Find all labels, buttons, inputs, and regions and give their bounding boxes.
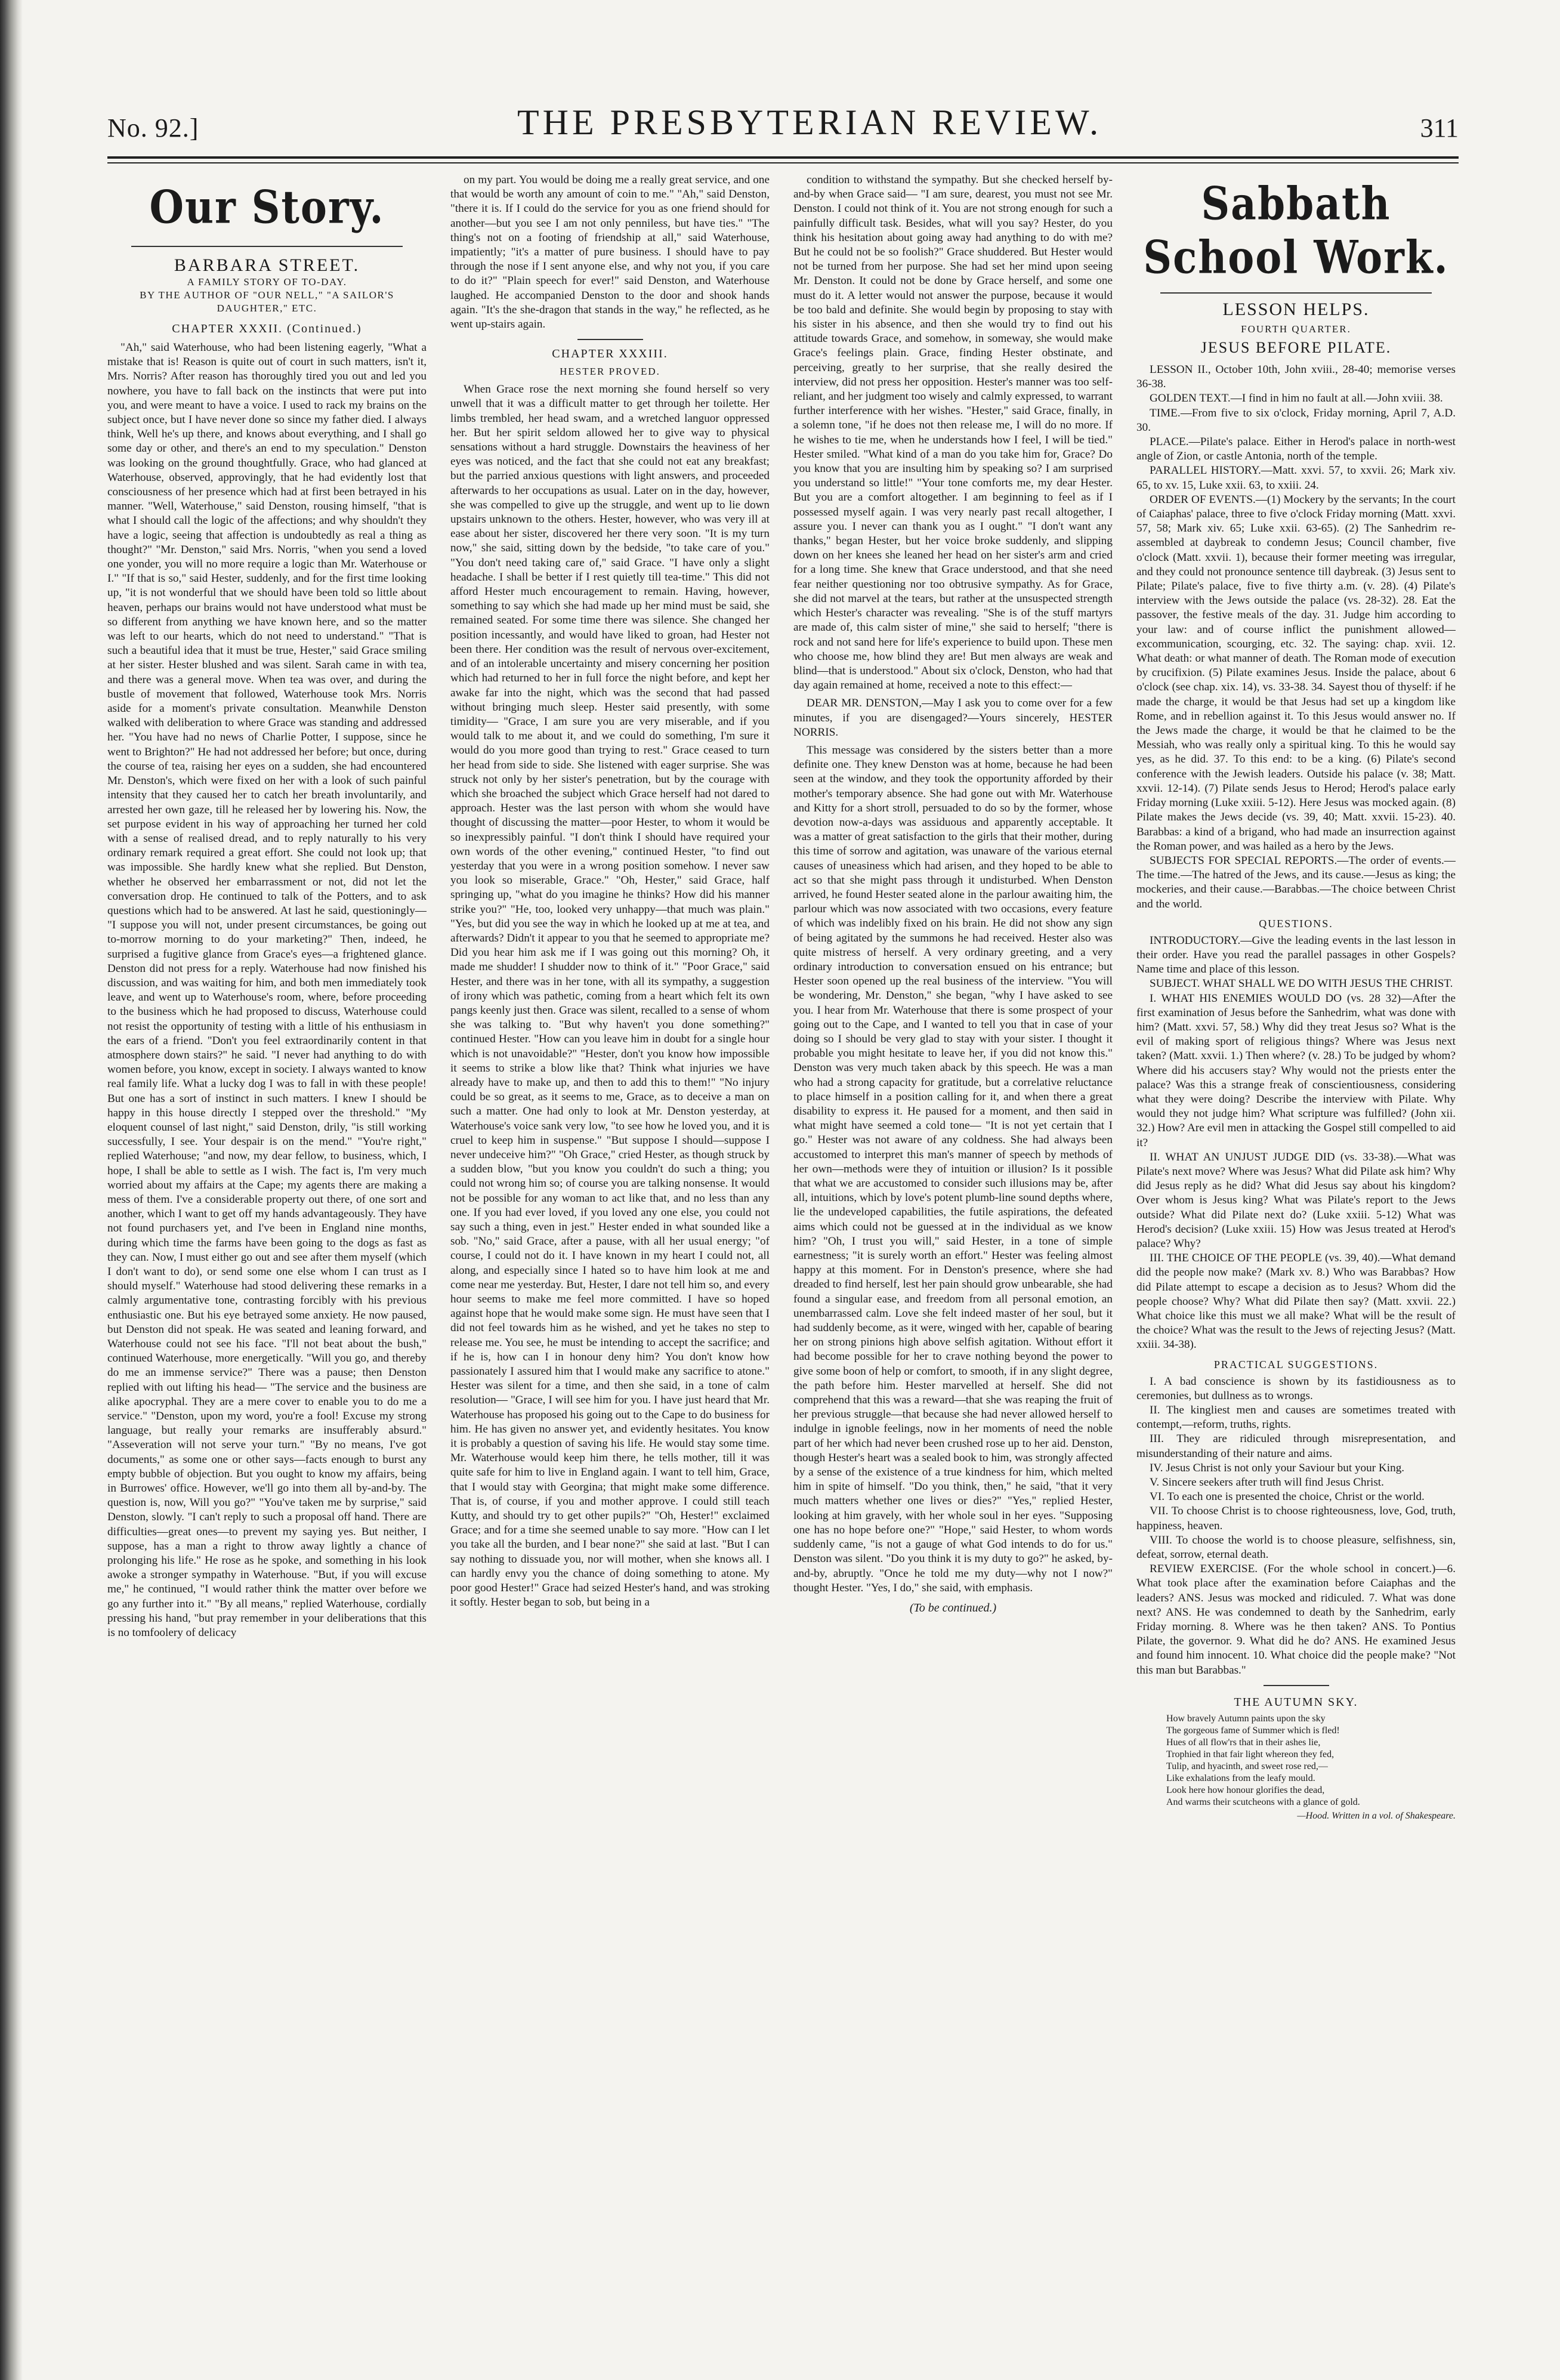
column-1 — [107, 173, 427, 2321]
practical-item: V. Sincere seekers after truth will find Jesus Christ. — [1150, 1476, 1384, 1489]
practical-item: IV. Jesus Christ is not only your Saviour but your King. — [1150, 1461, 1405, 1474]
story-body: condition to withstand the sympathy. But she checked herself by-and-by when Grace said— "I am sure, dearest, you must not see Mr. Denston. I could not think of it. You are not strong enough for such a painfully difficult task. Besides, what will you say? Hester, do you think his hesitation about going away had anything to do with me? But he could not be so foolish?" Grace shuddered. But Hester would not be turned from her purpose. She had set her mind upon seeing Mr. Denston. It could not be done by Grace herself, and some one must do it. A letter would not answer the purpose, because it would be too bald and definite. She would begin by proposing to stay with his sister in his absence, and then she would try to find out his attitude towards Grace, and somehow, in someway, she would make Grace's feelings plain. Grace, finding Hester obstinate, and perceiving, greatly to her surprise, that she really desired the interview, did not press her opposition. Hester's manner was too self-reliant, and her judgment too wisely and calmly expressed, to warrant further interference with her wishes. "Hester," said Grace, finally, in a solemn tone, "if he does not then release me, I will do no more. If he wishes to tie me, when he understands how I feel, I will be tied." Hester smiled. "What kind of a man do you take him for, Grace? Do you know that you are insulting him by speaking so? I am surprised you understand so little!" "Your tone comforts me, my dear Hester. But you are a comfort altogether. I am beginning to feel as if I possessed myself again. I was very nearly past recall altogether, I assure you. I never can thank you as I ought." "I don't want any thanks," began Hester, but her voice broke suddenly, and slipping down on her knees she leaned her head on her sister's arm and cried for a long time. She knew that Grace understood, and that she need fear neither questioning nor too obtrusive sympathy. As for Grace, she did not marvel at the tears, but rather at the unsuspected strength which Hester's character was revealing. "She is of the stuff martyrs are made of, this calm sister of mine," she said to herself; "there is rock and not sand here for life's experience to build upon. These men who choose me, how blind they are! But men always are weak and blind—that is understood." About six o'clock, Denston, who had that day again remained at home, received a note to this effect:— — [793, 174, 1113, 692]
poem-line: And warms their scutcheons with a glance of gold. — [1166, 1796, 1360, 1807]
lesson-paragraph: ORDER OF EVENTS.—(1) Mockery by the servants; In the court of Caiaphas' palace, three to five o'clock Friday morning (Matt. xxvi. 57, 58; Mark xiv. 65; Luke xxii. 63-65). (2) The Sanhedrim re-assembled at daybreak to condemn Jesus; Council chamber, five o'clock (Matt. xxvii. 1), because their former meeting was irregular, and they could not pronounce sentence till daybreak. (3) Jesus sent to Pilate; Pilate's palace, five to five thirty a.m. (v. 28). (4) Pilate's interview with the Jews outside the palace (vs. 28-32). 28. Eat the passover, the festive meals of the day. 31. Judge him according to your law: and of course inflict the punishment allowed—excommunication, scourging, etc. 32. The saying: chap. xvii. 12. What death: or what manner of death. The Roman mode of execution by crucifixion. (5) Pilate examines Jesus. Inside the palace, about 6 o'clock (see chap. xix. 14), vs. 33-38. 34. Sayest thou of thyself: if he made the charge, it would be that Jesus had set up a kingdom like Rome, and in rebellion against it. To this Jesus would answer no. If the Jews made the charge, it would be that he claimed to be the Messiah, who was really only a spiritual king. To this he would say yes, as he did. 37. To this end: to be a king. (6) Pilate's second conference with the Jewish leaders. Outside his palace (v. 38; Matt. xxvii. 12-14). (7) Pilate sends Jesus to Herod; Herod's palace early Friday morning (Luke xxiii. 5-12). Here Jesus was mocked again. (8) Pilate makes the Jews decide (vs. 39, 40; Matt. xxvii. 15-23). 40. Barabbas: a kind of a brigand, who had made an insurrection against the Roman power, and was hailed as a hero by the Jews. — [1136, 493, 1456, 853]
practical-heading: PRACTICAL SUGGESTIONS. — [1213, 1358, 1379, 1370]
divider — [1160, 292, 1432, 294]
poem-attribution: —Hood. Written in a vol. of Shakespeare. — [1297, 1810, 1456, 1821]
question-paragraph: SUBJECT. WHAT SHALL WE DO WITH JESUS THE CHRIST. — [1150, 977, 1453, 990]
story-body: When Grace rose the next morning she found herself so very unwell that it was a difficult matter to get through her toilette. Her limbs trembled, her head swam, and a wretched languor oppressed her. But her spirit seldom allowed her to give way to physical sensations without a hard struggle. Downstairs the heaviness of her eyes was noticed, and the fact that she could not eat any breakfast; but the parried anxious questions with light answers, and proceeded afterwards to her occupations as usual. Later on in the day, however, she was compelled to give up the struggle, and went up to lie down upstairs unknown to the others. Hester, however, who was very ill at ease about her sister, discovered her there very soon. "It is my turn now," she said, sitting down by the bedside, "to take care of you." "You don't need taking care of," said Grace. "I have only a slight headache. I shall be better if I rest quietly till tea-time." This did not afford Hester much encouragement to remain. Having, however, something to say which she had made up her mind must be said, she remained seated. For some time there was silence. She changed her position incessantly, and would have liked to groan, had Hester not been there. Her condition was the result of nervous over-excitement, and of an intolerable uncertainty and misery concerning her position which had returned to her in full force the night before, and kept her awake far into the night, which was the second that had passed without bringing much sleep. Hester said presently, with some timidity— "Grace, I am sure you are very miserable, and if you would talk to me about it, and we could do something, I'm sure it would do you more good than trying to rest." Grace ceased to turn her head from side to side. She listened with eager surprise. She was struck not only by her sister's penetration, but by the courage with which she broached the subject which Grace herself had not dared to approach. Hester was the last person with whom she would have thought of discussing the matter—poor Hester, to whom it would be so inexpressibly painful. "I don't think I should have required your own words of the other evening," continued Hester, "to find out yesterday that you were in a wrong position somehow. I never saw you look so miserable, Grace." "Oh, Hester," said Grace, half springing up, "what do you imagine he thinks? How did his manner strike you?" "He, too, looked very unhappy—that much was plain." "Yes, but did you see the way in which he looked up at me at tea, and afterwards? Didn't it appear to you that he seemed to appropriate me? Did you hear him ask me if I was going out this morning? Oh, it made me shudder! I shudder now to think of it." "Poor Grace," said Hester, and there was in her tone, with all its sympathy, a suggestion of irony which was pathetic, coming from a heart which felt its own pangs keenly just then. Grace was silent, recalled to a sense of whom she was talking to. "But why haven't you done something?" continued Hester. "How can you leave him in doubt for a single hour which is not unavoidable?" "Hester, don't you know how impossible it seems to strike a blow like that? Think what injuries we have already have to make up, and then to add this to them!" "No injury could be so great, as it seems to me, Grace, as to deceive a man on such a matter. One had only to look at Mr. Denston yesterday, at Waterhouse's voice sank very low, "to see how he loved you, and it is cruel to keep him in suspense." "But suppose I should—suppose I never undeceive him?" "Oh Grace," cried Hester, as though struck by a sudden blow, "but you know you couldn't do such a thing; you could not wrong him so; of course you are talking nonsense. It would not be possible for any woman to act like that, and no less than any one. If you had ever loved, if you loved any one else, you could not say such a thing, even in jest." Hester ended in what sounded like a sob. "No," said Grace, after a pause, with all her usual energy; "of course, I could not do it. I have known in my heart I could not, all along, and especially since I hated so to have him look at me and come near me yesterday. But, Hester, I dare not tell him so, and every hour seems to make me feel more committed. I have so hoped against hope that he would make some sign. He must have seen that I did not feel towards him as he wished, and yet he takes no step to release me. You see, he must be intending to accept the sacrifice; and if he is, how can I in honour deny him? You don't know how passionately I assured him that I would make any sacrifice to atone." Hester was silent for a time, and then she said, in a tone of calm resolution— "Grace, I will see him for you. I have just heard that Mr. Waterhouse has proposed his going out to the Cape to do business for him. He has given no answer yet, and evidently hesitates. You know it is probably a question of saving his life. He would stay some time. Mr. Waterhouse would keep him there, he tells mother, till it was quite safe for him to live in England again. I want to tell him, Grace, that I would stay with Georgina; that might make some difference. That is, of course, if you and mother approve. I could still teach Kutty, and should try to get other pupils?" "Oh, Hester!" exclaimed Grace; and for a time she seemed unable to say more. "How can I let you take all the burden, and I bear none?" she said at last. "But I can say nothing to dissuade you, nor will mother, when she knows all. I can hardly envy you the chance of doing something to atone. My poor good Hester!" Grace had seized Hester's hand, and was stroking it softly. Hester began to sob, but being in a — [450, 383, 770, 1609]
letter: DEAR MR. DENSTON,—May I ask you to come over for a few minutes, if you are disengaged?—Yours sincerely, HESTER NORRIS. — [793, 697, 1113, 739]
practical-list — [1136, 1375, 1456, 1678]
story-subtitle: A FAMILY STORY OF TO-DAY. — [187, 276, 347, 288]
lesson-title: JESUS BEFORE PILATE. — [1200, 339, 1392, 356]
divider — [131, 246, 403, 247]
poem-title: THE AUTUMN SKY. — [1234, 1695, 1358, 1709]
poem-line: Like exhalations from the leafy mould. — [1166, 1773, 1315, 1783]
binding-edge — [0, 0, 23, 2380]
quarter-label: FOURTH QUARTER. — [1241, 323, 1351, 335]
section-heading-sabbath-school: Sabbath School Work. — [1143, 177, 1449, 284]
lesson-paragraph: LESSON II., October 10th, John xviii., 28-40; memorise verses 36-38. — [1136, 363, 1456, 391]
question-paragraph: III. THE CHOICE OF THE PEOPLE (vs. 39, 40).—What demand did the people now make? (Mark xv. 8.) Who was Barabbas? How did Pilate attempt to escape a decision as to Jesus? Whom did the people choose? Why? What did Pilate then say? (Matt. xxvii. 22.) What choice like this must we all make? What will be the result of the choice? What was the result to the Jews of rejecting Jesus? (Matt. xxiii. 34-38). — [1136, 1252, 1456, 1351]
story-title: BARBARA STREET. — [174, 255, 360, 275]
practical-item: VI. To each one is presented the choice, Christ or the world. — [1150, 1490, 1425, 1504]
question-paragraph: II. WHAT AN UNJUST JUDGE DID (vs. 33-38).—What was Pilate's next move? Where was Jesus? What did Pilate ask him? Why did Jesus reply as he did? What did Jesus say about his kingdom? Over whom is Jesus king? What was Pilate's report to the Jews outside? What did Pilate next do? (Luke xxiii. 5-12) What was Herod's decision? (Luke xxiii. 15) How was Jesus treated at Herod's palace? Why? — [1136, 1150, 1456, 1250]
lesson-paragraph: PLACE.—Pilate's palace. Either in Herod's palace in north-west angle of Zion, or castle Antonia, north of the temple. — [1136, 436, 1456, 463]
poem-line: Tulip, and hyacinth, and sweet rose red,— — [1166, 1761, 1328, 1771]
story-body: This message was considered by the sisters better than a more definite one. They knew Denston was at home, because he had been seen at the window, and they took the opportunity afforded by their mother's temporary absence. She had gone out with Mr. Waterhouse and Kitty for a short stroll, persuaded to do so by the former, whose devotion now-a-days was assiduous and apparently acceptable. It was a matter of great satisfaction to the girls that their mother, during this time of sorrow and agitation, was unaware of the various eternal causes of uneasiness which had arisen, and they hoped to be able to act so that she might pass through it undisturbed. When Denston arrived, he found Hester seated alone in the parlour awaiting him, the parlour which was now associated with two occasions, every feature of which was indelibly fixed on his brain. He did not show any sign of being agitated by the summons he had received. Hester also was quite mistress of herself. A very ordinary greeting, and a very ordinary introduction to conversation ensued on his entrance; but Hester soon opened up the real business of the interview. "You will be wondering, Mr. Denston," she began, "why I have asked to see you. I hear from Mr. Waterhouse that there is some prospect of your going out to the Cape, and I wanted to tell you that in case of your doing so I should be very glad to stay with your sister. I thought it probable you might hesitate to leave her, if you did not know this." Denston was very much taken aback by this speech. He was a man who had a strong capacity for gratitude, but a correlative reluctance to place himself in a position calling for it, and when there a great disability to express it. He paused for a moment, and then said in what might have seemed a cold tone— "It is not yet certain that I go." Hester was not aware of any coldness. She had always been accustomed to interpret this man's manner of speech by methods of her own—methods were they of intuition or illusion? Is it possible that what we are accustomed to consider such illusions may be, after all, intuitions, which by love's potent plumb-line sound depths where, lie the undeveloped capabilities, the futile aspirations, the defeated aims which could not be guessed at in the individual as we know him? "Oh, I trust you will," said Hester, in a tone of simple earnestness; "it is surely worth an effort." Hester was feeling almost happy at this moment. For in Denston's presence, where she had dreaded to find herself, lest her pain should grow unbearable, she had found a singular ease, and freedom from all personal emotion, an unembarrassed calm. Love she felt indeed master of her soul, but it had suddenly become, as it were, winged with her, capable of bearing her on strong pinions high above selfish agitation. Without effort it had become possible for her to crave nothing beyond the power to give some boon of help or comfort, to smooth, if in any slight degree, the path before him. Hester marvelled at herself. She did not comprehend that this was a reward—that she was reaping the fruit of her previous struggle—that because she had never allowed herself to indulge in ignoble feelings, now in her moments of need the noble part of her which had never been crushed rose up to her aid. Denston, though Hester's heart was a sealed book to him, was strongly affected by a sense of the existence of a true kindness for him, which melted him in spite of himself. "Do you think, then," he said, "that it very much matters whether one lives or dies?" "Yes," replied Hester, looking at him gravely, with her whole soul in her eyes. "Supposing one has no hope before one?" "Hope," said Hester, to whom words suddenly came, "is not a gauge of what God intends to do for us." Denston was silent. "Do you think it is my duty to go?" he asked, by-and-by, abruptly. "Once he told me my duty—why not I now?" thought Hester. "Yes, I do," she said, with emphasis. — [793, 743, 1113, 1594]
divider — [1264, 1685, 1329, 1686]
question-paragraph: INTRODUCTORY.—Give the leading events in the last lesson in their order. Have you read the parallel passages in other Gospels? Name time and place of this lesson. — [1136, 934, 1456, 976]
poem — [1136, 1713, 1456, 1808]
poem-line: The gorgeous fame of Summer which is fled! — [1166, 1725, 1340, 1736]
issue-number: No. 92.] — [107, 113, 199, 143]
column-4 — [1136, 173, 1456, 2321]
lesson-paragraphs — [1136, 363, 1456, 912]
to-be-continued: (To be continued.) — [909, 1601, 997, 1615]
practical-item: VII. To choose Christ is to choose righteousness, love, God, truth, happiness, heaven. — [1136, 1505, 1456, 1532]
poem-line: Hues of all flow'rs that in their ashes lie, — [1166, 1737, 1321, 1748]
publication-title: THE PRESBYTERIAN REVIEW. — [517, 103, 1102, 142]
practical-item: I. A bad conscience is shown by its fastidiousness as to ceremonies, but dullness as to wrongs. — [1136, 1375, 1456, 1402]
poem-line: How bravely Autumn paints upon the sky — [1166, 1713, 1326, 1724]
practical-item: III. They are ridiculed through misrepresentation, and misunderstanding of their nature and aims. — [1136, 1433, 1456, 1460]
questions-heading: QUESTIONS. — [1259, 917, 1333, 930]
poem-line: Trophied in that fair light whereon they fed, — [1166, 1749, 1335, 1759]
questions-list — [1136, 934, 1456, 1353]
chapter-heading: CHAPTER XXXII. (Continued.) — [172, 322, 362, 335]
lesson-paragraph: TIME.—From five to six o'clock, Friday morning, April 7, A.D. 30. — [1136, 406, 1456, 434]
practical-item: VIII. To choose the world is to choose pleasure, selfishness, sin, defeat, sorrow, eternal death. — [1136, 1533, 1456, 1561]
chapter-heading: CHAPTER XXXIII. — [552, 347, 668, 361]
running-header — [107, 89, 1459, 143]
chapter-subtitle: HESTER PROVED. — [560, 366, 660, 378]
lesson-paragraph: PARALLEL HISTORY.—Matt. xxvi. 57, to xxvii. 26; Mark xiv. 65, to xv. 15, Luke xxii. 63, to xxiii. 24. — [1136, 464, 1456, 492]
divider — [577, 339, 643, 340]
question-paragraph: I. WHAT HIS ENEMIES WOULD DO (vs. 28 32)—After the first examination of Jesus before the Sanhedrim, what was done with him? (Matt. xxvi. 57, 58.) Why did they treat Jesus so? What is the evil of making sport of religious things? Where was Jesus next taken? (Matt. xxvii. 1.) Then where? (v. 28.) To be judged by whom? Where did his accusers stay? Why would not the priests enter the palace? Was this a strange freak of conscientiousness, considering what they were doing? Describe the interview with Pilate. Why would they not judge him? What scripture was fulfilled? (John xii. 32.) How? Are evil men in attacking the Gospel still compelled to aid it? — [1136, 992, 1456, 1149]
story-byline: BY THE AUTHOR OF "OUR NELL," "A SAILOR'S DAUGHTER," ETC. — [140, 289, 394, 314]
story-body: on my part. You would be doing me a really great service, and one that would be worth any amount of coin to me." "Ah," said Denston, "there it is. If I could do the service for you as one friend should for another—but you see I am not only penniless, but have ties." "The thing's not on a footing of friendship at all," said Waterhouse, impatiently; "it's a matter of pure business. I should have to pay through the nose if I sent anyone else, and why not you, if you care to do it?" "Plain speech for ever!" said Denston, and Waterhouse laughed. He accompanied Denston to the door and shook hands again. "It's the she-dragon that stands in the way," he reflected, as he went up-stairs again. — [450, 174, 770, 331]
page-number: 311 — [1420, 113, 1459, 143]
practical-item: REVIEW EXERCISE. (For the whole school in concert.)—6. What took place after the examination before Caiaphas and the leaders? ANS. Jesus was mocked and ridiculed. 7. What was done next? ANS. He was condemned to death by the Sanhedrim, early Friday morning. 8. Where was he then taken? ANS. To Pontius Pilate, the governor. 9. What did he do? ANS. He examined Jesus and found him innocent. 10. What choice did the people make? "Not this man but Barabbas." — [1136, 1563, 1456, 1677]
poem-line: Look here how honour glorifies the dead, — [1166, 1785, 1325, 1795]
column-3 — [793, 173, 1113, 2321]
columns — [107, 173, 1459, 2321]
story-body: "Ah," said Waterhouse, who had been listening eagerly, "What a mistake that is! Reason is quite out of court in such matters, isn't it, Mrs. Norris? After reason has thoroughly tired you out and led you nowhere, you have to fall back on the instincts that were put into you, and were meant to have a voice. I used to rack my brains on the subject once, but I have never done so since my father died. I always think, Well he's up there, and knows about everything, and I shall go some day or other, and there's an end to my speculation." Denston was looking on the ground thoughtfully. Grace, who had glanced at Waterhouse, observed, approvingly, that he had evidently lost that consciousness of her presence which had at first been betrayed in his manner. "Well, Waterhouse," said Denston, rousing himself, "that is what I should call the logic of the affections; and why shouldn't they have a logic, seeing that affection is undoubtedly as real a thing as thought?" "Mr. Denston," said Mrs. Norris, "when you send a loved one yonder, you will no more require a logic than Mr. Waterhouse or I." "If that is so," said Hester, suddenly, and for the first time looking up, "it is not wonderful that we should have been told so little about heaven, perhaps our brains would not have understood what must be so different from anything we have known here, and so the matter was left to our hearts, which do not need to understand." "That is such a beautiful idea that it must be true, Hester," said Grace smiling at her sister. Hester blushed and was silent. Sarah came in with tea, and there was a general move. When tea was over, and during the bustle of movement that followed, Waterhouse took Mrs. Norris aside for a moment's private consultation. Meanwhile Denston walked with deliberation to where Grace was standing and addressed her. "You have had no news of Charlie Potter, I suppose, since he went to Brighton?" He had not addressed her before; but once, during the course of tea, raising her eyes on a sudden, she had encountered Mr. Denston's, which were fixed on her with a look of such painful intensity that they caused her to catch her breath involuntarily, and arrested her own gaze, till he released her by lowering his. Now, the set purpose evident in his way of approaching her turned her cold with a sense of realised dread, and to reply naturally to his very ordinary remark required a great effort. She could not look up; that was impossible. She hardly knew what she replied. But Denston, whether he observed her embarrassment or not, did not let the conversation drop. He continued to talk of the Potters, and to ask questions which had to be answered. At last he said, questioningly— "I suppose you will not, under present circumstances, be going out to-morrow morning to do your marketing?" Then, indeed, he surprised a fugitive glance from Grace's eyes—a frightened glance. Denston did not press for a reply. Waterhouse had now finished his discussion, and was waiting for him, and both men immediately took leave, and went up to Waterhouse's room, where, before proceeding to the business which he had proposed to discuss, Waterhouse could not resist the opportunity of testing with a little of his enthusiasm in the ears of a friend. "Don't you feel extraordinarily content in that atmosphere down stairs?" he said. "I never had anything to do with women before, you know, except in society. I always wanted to know real family life. What a lucky dog I was to fall in with these people! But one has a sort of instinct in such matters. I knew I should be happy in this house directly I stepped over the threshold." "My eloquent counsel of last night," said Denston, drily, "is still working successfully, I see. Your despair is on the mend." "You're right," replied Waterhouse; "and now, my dear fellow, to business, which, I hope, I shall be able to settle as I wish. The fact is, I'm very much worried about my affairs at the Cape; my agents there are making a mess of them. I've a considerable property out there, of one sort and another, which I want to get off my hands advantageously. They have not found purchasers yet, and I've been in England nine months, during which time the farms have been going to the dogs as fast as they can. Now, I must either go out and see after them myself (which I don't want to do), or send some one else whom I can trust as I should myself." Waterhouse had stood delivering these remarks in a calmly argumentative tone, contrasting forcibly with his previous enthusiastic one. But his eye betrayed some anxiety. He now paused, but Denston did not speak. He was seated and leaning forward, and Waterhouse could not see his face. "I'll not beat about the bush," continued Waterhouse, more energetically. "Will you go, and thereby do me an immense service?" There was a pause; then Denston replied with out lifting his head— "The service and the business are alike apocryphal. They are a mere cover to enable you to do me a service." "Denston, upon my word, you're a fool! Excuse my strong language, but really your remarks are insufferably absurd." "Asseveration will not serve your turn." "By no means, I've got documents," as some one or other says—facts enough to burst any empty bubble of objection. But you ought to know my affairs, being in Burrowes' office. However, we'll go into them all by-and-by. The question is, now, Will you go?" "You've taken me by surprise," said Denston, slowly. "I can't reply to such a proposal off hand. There are difficulties—great ones—to prevent my saying yes. But neither, I suppose, has a man a right to throw away lightly a chance of prolonging his life." He rose as he spoke, and something in his look awoke a stronger sympathy in Waterhouse. "But, if you will excuse me," he continued, "I would rather think the matter over before we go any further into it." "By all means," replied Waterhouse, cordially pressing his hand, "but pray remember in your deliberations that this is no tomfoolery of delicacy — [107, 341, 427, 1640]
header-rule — [107, 156, 1459, 163]
lesson-helps-heading: LESSON HELPS. — [1222, 300, 1370, 319]
column-2 — [450, 173, 770, 2321]
practical-item: II. The kingliest men and causes are sometimes treated with contempt,—reform, truths, rights. — [1136, 1404, 1456, 1431]
section-heading-our-story: Our Story. — [149, 180, 385, 234]
lesson-paragraph: GOLDEN TEXT.—I find in him no fault at all.—John xviii. 38. — [1150, 392, 1443, 405]
lesson-paragraph: SUBJECTS FOR SPECIAL REPORTS.—The order of events.—The time.—The hatred of the Jews, and its cause.—Jesus as king; the mockeries, and their cause.—Barabbas.—The choice between Christ and the world. — [1136, 854, 1456, 910]
